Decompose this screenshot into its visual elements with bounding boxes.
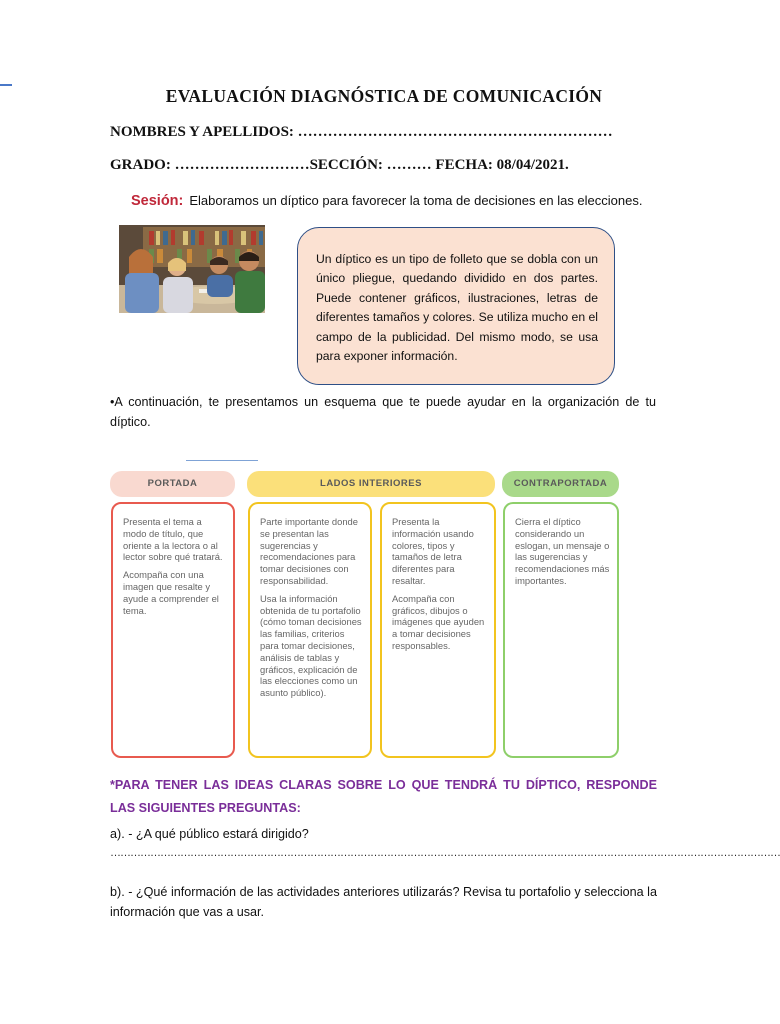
page-title: EVALUACIÓN DIAGNÓSTICA DE COMUNICACIÓN bbox=[165, 86, 603, 106]
header-contraportada: CONTRAPORTADA bbox=[502, 471, 619, 497]
answer-line-a[interactable]: ………………………………………………………………………………………………………………………………………………………………………………… bbox=[110, 847, 780, 859]
intro-paragraph: •A continuación, te presentamos un esquema que te puede ayudar en la organización de tu díptico. bbox=[110, 395, 656, 429]
lados-2-paragraph-1: Presenta la información usando colores, tipos y tamaños de letra diferentes para resaltar. bbox=[392, 516, 474, 586]
contraportada-paragraph-1: Cierra el díptico considerando un eslogan, un mensaje o las sugerencias y recomendaciones más importantes. bbox=[515, 516, 610, 586]
session-line bbox=[131, 193, 642, 209]
column-lados-interiores-1 bbox=[248, 502, 372, 758]
portada-paragraph-2: Acompaña con una imagen que resalte y ayude a comprender el tema. bbox=[123, 569, 219, 616]
column-lados-interiores-2 bbox=[380, 502, 496, 758]
students-library-illustration bbox=[119, 225, 265, 313]
column-portada bbox=[111, 502, 235, 758]
portada-paragraph-1: Presenta el tema a modo de título, que oriente a la lectora o al lector sobre qué tratará. bbox=[123, 516, 223, 563]
lados-1-paragraph-1: Parte importante donde se presentan las sugerencias y recomendaciones para tomar decisiones con responsabilidad. bbox=[260, 516, 358, 586]
grade-section-date-field: GRADO: ………………………SECCIÓN: ……… FECHA: 08/04/2021. bbox=[110, 157, 569, 173]
question-b: b). - ¿Qué información de las actividades anteriores utilizarás? Revisa tu portafolio y selecciona la información que vas a usar. bbox=[110, 885, 657, 919]
session-label: Sesión: bbox=[131, 193, 184, 209]
decorative-line bbox=[186, 460, 258, 461]
header-lados-interiores: LADOS INTERIORES bbox=[247, 471, 495, 497]
students-photo bbox=[119, 225, 265, 313]
lados-2-paragraph-2: Acompaña con gráficos, dibujos o imágenes que ayuden a tomar decisiones responsables. bbox=[392, 592, 485, 651]
question-a: a). - ¿A qué público estará dirigido? bbox=[110, 827, 309, 841]
diptico-definition-box: Un díptico es un tipo de folleto que se dobla con un único pliegue, quedando dividido en dos partes. Puede contener gráficos, ilustraciones, letras de diferentes tamaños y colores. Se utiliza mucho en el campo de la publicidad. Del mismo modo, se usa para exponer información. bbox=[297, 227, 615, 385]
questions-prompt: *PARA TENER LAS IDEAS CLARAS SOBRE LO QUE TENDRÁ TU DÍPTICO, RESPONDE LAS SIGUIENTES PREGUNTAS: bbox=[110, 778, 657, 815]
session-text: Elaboramos un díptico para favorecer la toma de decisiones en las elecciones. bbox=[189, 193, 643, 208]
header-portada: PORTADA bbox=[110, 471, 235, 497]
column-contraportada bbox=[503, 502, 619, 758]
lados-1-paragraph-2: Usa la información obtenida de tu portafolio (cómo toman decisiones las familias, criterios para tomar decisiones, análisis de tablas y gráficos, explicación de las elecciones como un asunto público). bbox=[260, 592, 362, 699]
names-field: NOMBRES Y APELLIDOS: ……………………………………………………… bbox=[110, 124, 613, 140]
